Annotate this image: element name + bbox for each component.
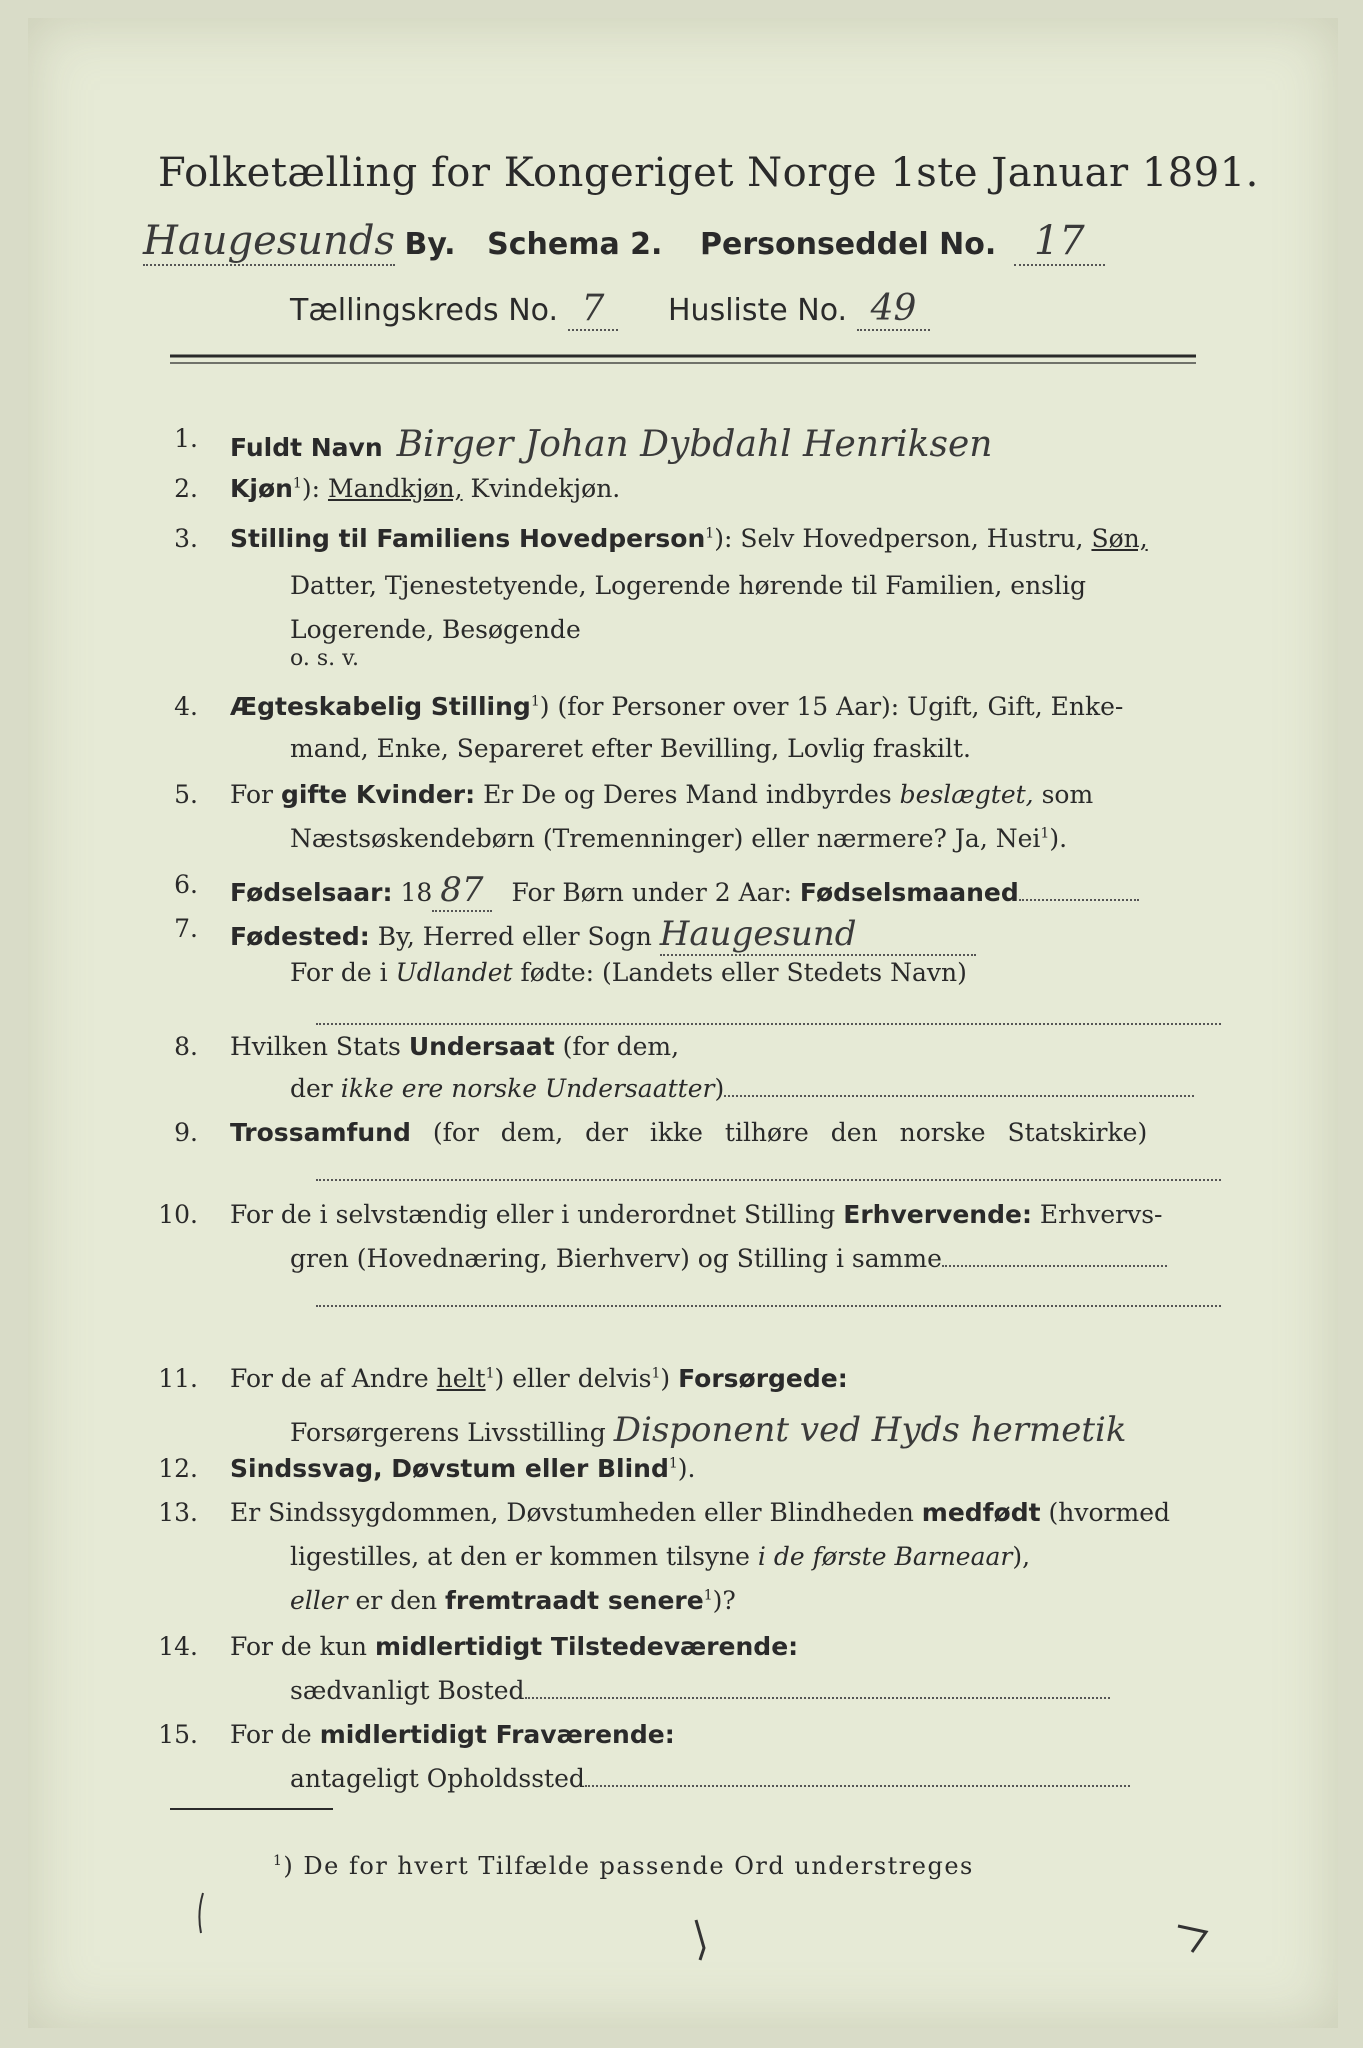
q11-number: 11. xyxy=(158,1364,198,1393)
q3-row-2: Datter, Tjenestetyende, Logerende hørende til Familien, enslig xyxy=(290,571,1087,600)
q1-number: 1. xyxy=(174,424,198,453)
q2-option-kvindekjon: Kvindekjøn. xyxy=(470,474,621,503)
q13-footnote-ref: 1 xyxy=(703,1587,713,1604)
q14-row-2 xyxy=(290,1676,1110,1705)
q3-row-4: o. s. v. xyxy=(290,646,359,671)
q1-label: Fuldt Navn xyxy=(230,433,383,462)
q12-row xyxy=(230,1454,696,1483)
q10-text-1a: For de i selvstændig eller i underordnet Stilling xyxy=(230,1200,836,1229)
q4-label: Ægteskabelig Stilling xyxy=(230,692,531,721)
q5-footnote-ref: 1 xyxy=(1040,825,1050,842)
header-row-1 xyxy=(143,218,1105,264)
q11-row-2 xyxy=(290,1410,1126,1450)
q8-text-1b: (for dem, xyxy=(562,1032,680,1061)
q11-helt: helt xyxy=(436,1364,486,1393)
q4-footnote-ref: 1 xyxy=(530,693,540,710)
q6-year: 87 xyxy=(432,870,491,912)
q11-footnote-ref: 1 xyxy=(485,1365,495,1382)
q5-italic: beslægtet, xyxy=(899,780,1034,809)
q5-row-2 xyxy=(290,824,1067,853)
q14-text-2: sædvanligt Bosted xyxy=(290,1676,525,1705)
schema-label: Schema 2. xyxy=(487,227,663,262)
q3-footnote-ref: 1 xyxy=(705,525,715,542)
q3-label: Stilling til Familiens Hovedperson xyxy=(230,524,706,553)
q9-label: Trossamfund xyxy=(230,1118,411,1147)
q6-label: Fødselsaar: xyxy=(230,878,393,907)
husliste-number: 49 xyxy=(857,288,931,331)
by-label: By. xyxy=(404,227,456,262)
q6-century: 18 xyxy=(400,878,433,907)
q13-text-1b: (hvormed xyxy=(1048,1498,1171,1527)
q10-text-2: gren (Hovednæring, Bierhverv) og Stilling i samme xyxy=(290,1244,942,1273)
q10-blank xyxy=(942,1264,1167,1267)
q6-number: 6. xyxy=(174,870,198,899)
q4-row-1 xyxy=(230,692,1123,721)
q8-italic: ikke ere norske Undersaatter xyxy=(340,1074,715,1103)
q3-text-1: ): Selv Hovedperson, Hustru, xyxy=(714,524,1084,553)
q8-text-2a: der xyxy=(290,1074,333,1103)
q8-text-1a: Hvilken Stats xyxy=(230,1032,401,1061)
footnote xyxy=(273,1852,974,1880)
q9-text: (for dem, der ikke tilhøre den norske Statskirke) xyxy=(432,1118,1148,1147)
q3-row-3: Logerende, Besøgende xyxy=(290,615,581,644)
q12-label: Sindssvag, Døvstum eller Blind xyxy=(230,1454,669,1483)
q13-label-2: fremtraadt senere xyxy=(445,1586,704,1615)
q9-row xyxy=(230,1118,1147,1147)
q14-blank xyxy=(525,1696,1110,1699)
q3-number: 3. xyxy=(174,524,198,553)
q8-text-2b: ) xyxy=(714,1074,725,1103)
q4-text-1: ) (for Personer over 15 Aar): Ugift, Gift, Enke- xyxy=(539,692,1124,721)
q13-italic-2: eller xyxy=(290,1586,348,1615)
q8-number: 8. xyxy=(174,1032,198,1061)
q7-text-2a: For de i xyxy=(290,958,388,987)
q4-number: 4. xyxy=(174,692,198,721)
q13-row-3 xyxy=(290,1586,736,1615)
census-form-page xyxy=(28,18,1338,2028)
kreds-number: 7 xyxy=(568,288,619,331)
q3-row-1 xyxy=(230,524,1148,553)
q12-number: 12. xyxy=(158,1454,198,1483)
q13-text-2b: ), xyxy=(1012,1542,1031,1571)
q6-blank xyxy=(1019,898,1139,901)
form-title: Folketælling for Kongeriget Norge 1ste Januar 1891. xyxy=(158,150,1259,196)
q4-row-2: mand, Enke, Separeret efter Bevilling, Lovlig fraskilt. xyxy=(290,734,971,763)
q2-sep: ): xyxy=(301,474,321,503)
q9-blank-line xyxy=(316,1158,1221,1187)
q1-row xyxy=(230,424,992,465)
q7-text: By, Herred eller Sogn xyxy=(377,922,652,951)
q13-row-1 xyxy=(230,1498,1170,1527)
q10-row-2 xyxy=(290,1244,1167,1273)
q15-row-1 xyxy=(230,1720,675,1749)
q13-row-2 xyxy=(290,1542,1030,1571)
q5-pre: For xyxy=(230,780,273,809)
q2-footnote-ref: 1 xyxy=(292,475,302,492)
q5-row-1 xyxy=(230,780,1093,809)
q5-number: 5. xyxy=(174,780,198,809)
q11-text-1b: ) eller delvis xyxy=(494,1364,652,1393)
q2-option-mandkjon: Mandkjøn, xyxy=(327,474,463,503)
q7-italic: Udlandet xyxy=(395,958,513,987)
q11-label: Forsørgede: xyxy=(678,1364,848,1393)
q5-text-1a: Er De og Deres Mand indbyrdes xyxy=(483,780,892,809)
q11-text-2: Forsørgerens Livsstilling xyxy=(290,1418,606,1447)
personseddel-label: Personseddel No. xyxy=(699,227,997,262)
q2-number: 2. xyxy=(174,474,198,503)
q2-row xyxy=(230,474,620,503)
q10-text-1b: Erhvervs- xyxy=(1039,1200,1163,1229)
q8-label: Undersaat xyxy=(408,1032,555,1061)
q3-option-son: Søn, xyxy=(1091,524,1148,553)
q15-row-2 xyxy=(290,1764,1130,1793)
q7-blank-line xyxy=(316,1002,1221,1031)
q11-text-1c: ) xyxy=(660,1364,671,1393)
q14-pre: For de kun xyxy=(230,1632,368,1661)
q13-text-2a: ligestilles, at den er kommen tilsyne xyxy=(290,1542,750,1571)
q5-end: ). xyxy=(1049,824,1068,853)
q2-label: Kjøn xyxy=(230,474,293,503)
q11-row-1 xyxy=(230,1364,848,1393)
q8-blank xyxy=(724,1094,1194,1097)
q15-label: midlertidigt Fraværende: xyxy=(319,1720,675,1749)
q14-number: 14. xyxy=(158,1632,198,1661)
q9-number: 9. xyxy=(174,1118,198,1147)
q13-text-3b: )? xyxy=(712,1586,736,1615)
q15-text-2: antageligt Opholdssted xyxy=(290,1764,585,1793)
q7-label: Fødested: xyxy=(230,922,370,951)
q15-pre: For de xyxy=(230,1720,312,1749)
q14-row-1 xyxy=(230,1632,798,1661)
q11-answer: Disponent ved Hyds hermetik xyxy=(613,1410,1127,1450)
q6-text: For Børn under 2 Aar: xyxy=(511,878,792,907)
q8-row-1 xyxy=(230,1032,679,1061)
q5-label: gifte Kvinder: xyxy=(280,780,476,809)
personseddel-number: 17 xyxy=(1014,218,1105,266)
q13-italic: i de første Barneaar xyxy=(757,1542,1013,1571)
q13-text-1a: Er Sindssygdommen, Døvstumheden eller Blindheden xyxy=(230,1498,914,1527)
footnote-text: ) De for hvert Tilfælde passende Ord understreges xyxy=(283,1852,974,1880)
q7-text-2b: fødte: (Landets eller Stedets Navn) xyxy=(520,958,967,987)
q12-footnote-ref: 1 xyxy=(668,1455,678,1472)
q7-row-1 xyxy=(230,914,976,954)
q11-text-1a: For de af Andre xyxy=(230,1364,429,1393)
q12-end: ). xyxy=(677,1454,696,1483)
q8-row-2 xyxy=(290,1074,1194,1103)
q10-blank-line xyxy=(316,1284,1221,1313)
footnote-marker: 1 xyxy=(273,1853,284,1869)
town-name: Haugesunds xyxy=(143,218,395,264)
husliste-label: Husliste No. xyxy=(668,293,848,328)
q6-label-2: Fødselsmaaned xyxy=(799,878,1019,907)
q15-blank xyxy=(585,1784,1130,1787)
q15-number: 15. xyxy=(158,1720,198,1749)
q10-label: Erhvervende: xyxy=(843,1200,1032,1229)
q11-footnote-ref-2: 1 xyxy=(651,1365,661,1382)
q7-number: 7. xyxy=(174,914,198,943)
kreds-label: Tællingskreds No. xyxy=(290,293,558,328)
q14-label: midlertidigt Tilstedeværende: xyxy=(374,1632,799,1661)
q10-number: 10. xyxy=(158,1200,198,1229)
q7-answer: Haugesund xyxy=(660,914,977,956)
q7-row-2 xyxy=(290,958,967,987)
q6-row xyxy=(230,870,1139,910)
q5-text-2: Næstsøskendebørn (Tremenninger) eller nærmere? Ja, Nei xyxy=(290,824,1041,853)
q10-row-1 xyxy=(230,1200,1162,1229)
q5-text-1b: som xyxy=(1041,780,1094,809)
q13-text-3a: er den xyxy=(355,1586,438,1615)
header-row-2 xyxy=(290,288,930,329)
q1-answer: Birger Johan Dybdahl Henriksen xyxy=(396,424,993,465)
q13-label: medfødt xyxy=(921,1498,1041,1527)
q13-number: 13. xyxy=(158,1498,198,1527)
